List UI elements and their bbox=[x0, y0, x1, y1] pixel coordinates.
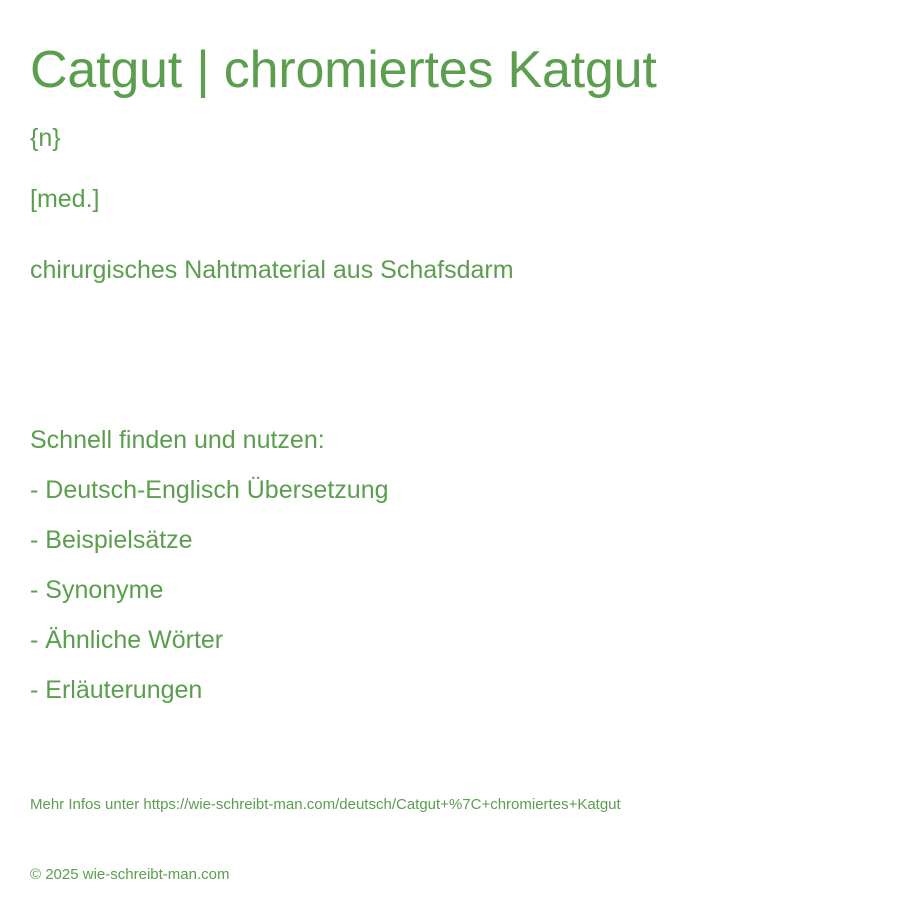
more-info-text: Mehr Infos unter https://wie-schreibt-man.com/deutsch/Catgut+%7C+chromiertes+Katgut bbox=[30, 796, 621, 813]
quick-links-list bbox=[30, 476, 389, 726]
grammatical-gender: {n} bbox=[30, 124, 61, 152]
quick-link-synonyms: - Synonyme bbox=[30, 576, 164, 604]
quick-links-heading: Schnell finden und nutzen: bbox=[30, 426, 325, 454]
quick-link-example-sentences: - Beispielsätze bbox=[30, 526, 193, 554]
quick-link-translation: - Deutsch-Englisch Übersetzung bbox=[30, 476, 389, 504]
subject-field: [med.] bbox=[30, 185, 100, 213]
definition-text: chirurgisches Nahtmaterial aus Schafsdarm bbox=[30, 256, 514, 284]
copyright-notice: © 2025 wie-schreibt-man.com bbox=[30, 866, 230, 883]
quick-link-explanations: - Erläuterungen bbox=[30, 676, 203, 704]
quick-link-similar-words: - Ähnliche Wörter bbox=[30, 626, 224, 654]
page-title: Catgut | chromiertes Katgut bbox=[30, 41, 657, 99]
